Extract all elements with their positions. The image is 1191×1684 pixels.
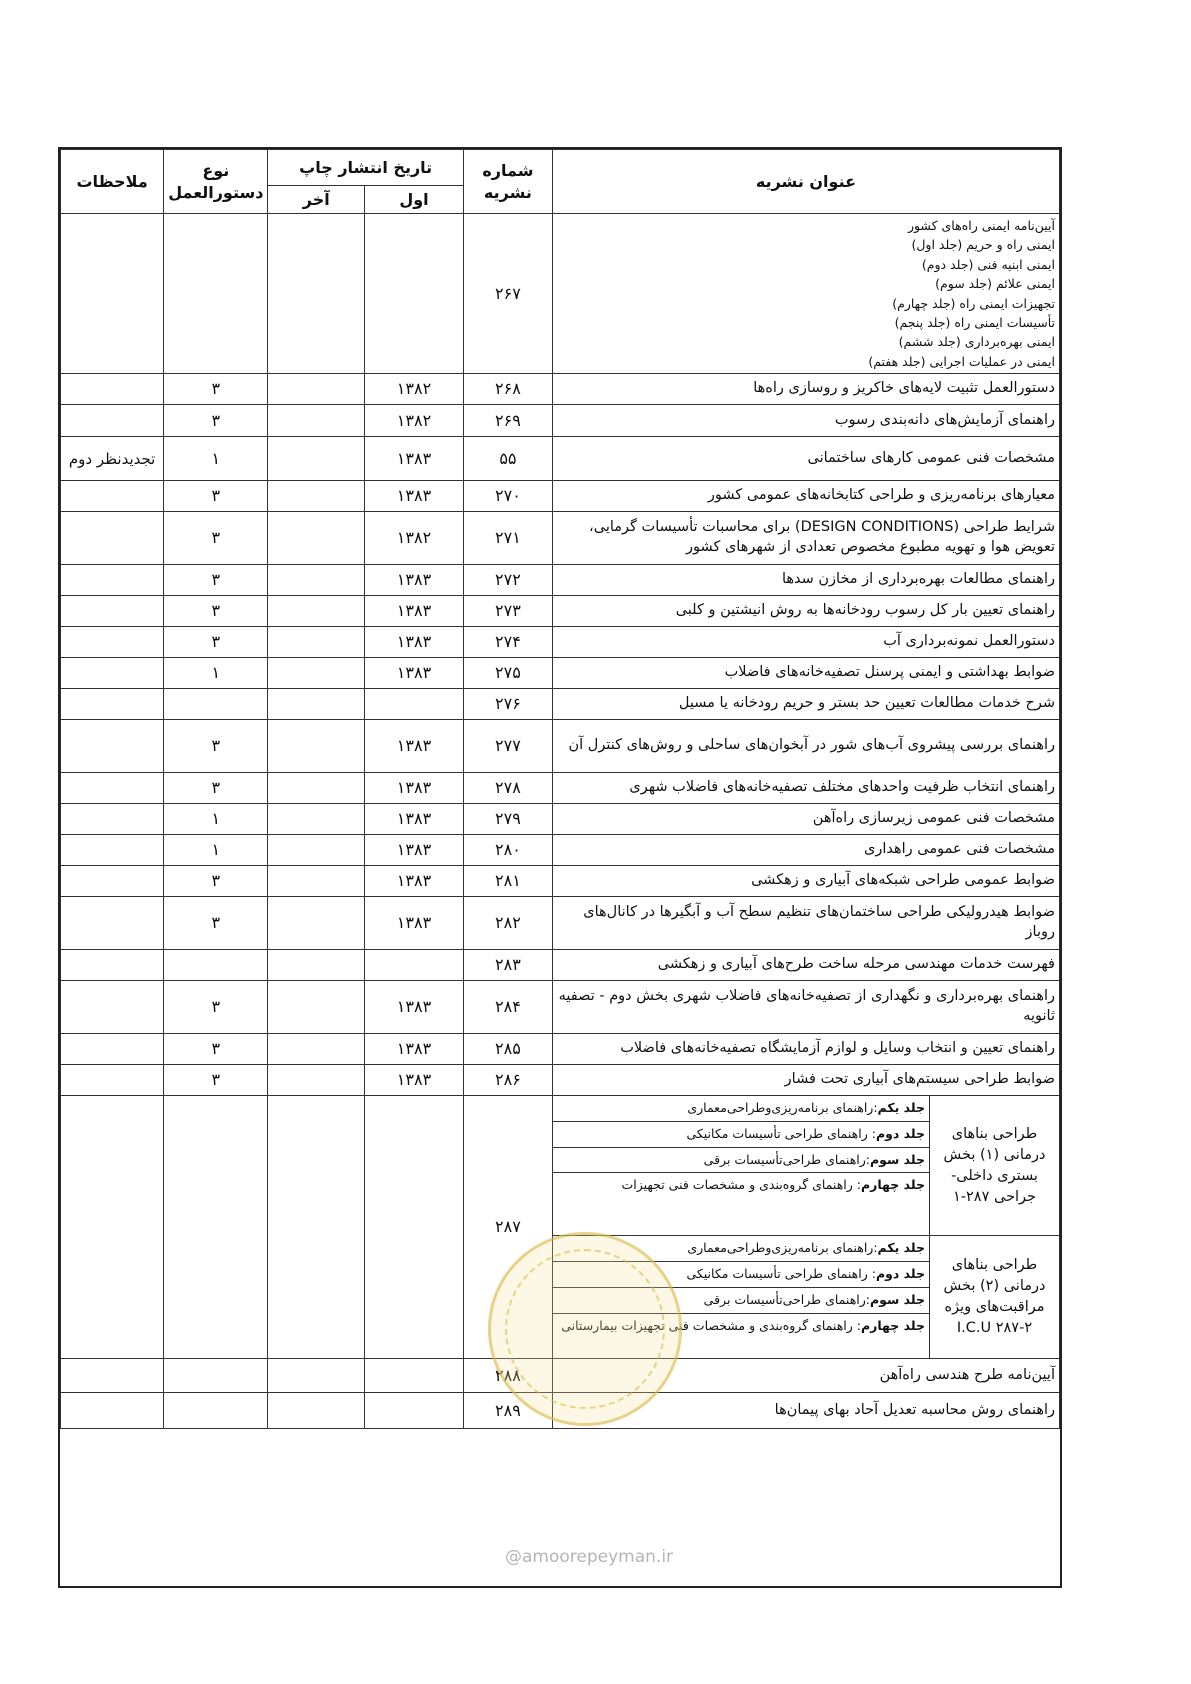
number-cell: ۲۷۹ bbox=[463, 804, 552, 835]
header-date-group: تاریخ انتشار چاپ bbox=[268, 150, 463, 186]
type-cell: ۳ bbox=[164, 720, 268, 773]
table-row bbox=[61, 565, 1060, 596]
table-row bbox=[61, 773, 1060, 804]
last-date-cell bbox=[268, 866, 365, 897]
seal-logo-ring bbox=[505, 1249, 665, 1409]
last-date-cell bbox=[268, 565, 365, 596]
title-cell: راهنمای بهره‌برداری و نگهداری از تصفیه‌خانه‌های فاضلاب شهری بخش دوم - تصفیه ثانویه bbox=[552, 981, 1059, 1034]
last-date-cell bbox=[268, 658, 365, 689]
title-cell: راهنمای تعیین بار کل رسوب رودخانه‌ها به روش انیشتین و کلبی bbox=[552, 596, 1059, 627]
first-date-cell bbox=[365, 214, 464, 374]
first-date-cell: ۱۳۸۳ bbox=[365, 565, 464, 596]
type-cell bbox=[164, 689, 268, 720]
title-cell: دستورالعمل نمونه‌برداری آب bbox=[552, 627, 1059, 658]
table-row bbox=[61, 658, 1060, 689]
number-cell: ۲۷۲ bbox=[463, 565, 552, 596]
first-date-cell: ۱۳۸۳ bbox=[365, 1065, 464, 1096]
remarks-cell bbox=[61, 565, 164, 596]
title-cell: معیارهای برنامه‌ریزی و طراحی کتابخانه‌های عمومی کشور bbox=[552, 481, 1059, 512]
title-cell: دستورالعمل تثبیت لایه‌های خاکریز و روسازی راه‌ها bbox=[552, 374, 1059, 405]
number-cell: ۲۸۱ bbox=[463, 866, 552, 897]
volume-list bbox=[553, 1096, 929, 1235]
first-date-cell: ۱۳۸۳ bbox=[365, 897, 464, 950]
remarks-cell bbox=[61, 374, 164, 405]
number-cell: ۲۸۵ bbox=[463, 1034, 552, 1065]
seal-logo bbox=[488, 1232, 682, 1426]
title-cell: راهنمای روش محاسبه تعدیل آحاد بهای پیمان‌ها bbox=[552, 1393, 1059, 1429]
first-date-cell bbox=[365, 1096, 464, 1359]
number-cell: ۲۸۰ bbox=[463, 835, 552, 866]
last-date-cell bbox=[268, 897, 365, 950]
remarks-cell bbox=[61, 1359, 164, 1393]
number-cell: ۲۷۰ bbox=[463, 481, 552, 512]
first-date-cell: ۱۳۸۲ bbox=[365, 512, 464, 565]
first-date-cell: ۱۳۸۲ bbox=[365, 374, 464, 405]
number-cell: ۲۷۴ bbox=[463, 627, 552, 658]
remarks-cell bbox=[61, 658, 164, 689]
number-cell: ۲۷۶ bbox=[463, 689, 552, 720]
volume-item: جلد سوم:راهنمای طراحی‌تأسیسات برقی bbox=[553, 1288, 929, 1314]
volume-item: جلد چهارم: راهنمای گروه‌بندی و مشخصات فنی تجهیزات بیمارستانی bbox=[561, 1317, 925, 1333]
type-cell bbox=[164, 214, 268, 374]
title-cell: ضوابط هیدرولیکی طراحی ساختمان‌های تنظیم سطح آب و آبگیرها در کانال‌های روباز bbox=[552, 897, 1059, 950]
remarks-cell bbox=[61, 627, 164, 658]
title-cell: شرح خدمات مطالعات تعیین حد بستر و حریم رودخانه یا مسیل bbox=[552, 689, 1059, 720]
volume-group bbox=[553, 1096, 1059, 1236]
first-date-cell: ۱۳۸۳ bbox=[365, 981, 464, 1034]
title-cell: راهنمای آزمایش‌های دانه‌بندی رسوب bbox=[552, 405, 1059, 437]
title-cell: آیین‌نامه طرح هندسی راه‌آهن bbox=[552, 1359, 1059, 1393]
last-date-cell bbox=[268, 627, 365, 658]
remarks-cell bbox=[61, 773, 164, 804]
header-remarks: ملاحظات bbox=[61, 150, 164, 214]
list-line: آیین‌نامه ایمنی راه‌های کشور bbox=[907, 218, 1055, 233]
type-cell: ۳ bbox=[164, 512, 268, 565]
title-cell: راهنمای بررسی پیشروی آب‌های شور در آبخوان‌های ساحلی و روش‌های کنترل آن bbox=[552, 720, 1059, 773]
first-date-cell: ۱۳۸۳ bbox=[365, 481, 464, 512]
type-cell bbox=[164, 1393, 268, 1429]
table-row bbox=[61, 512, 1060, 565]
first-date-cell bbox=[365, 1359, 464, 1393]
title-cell: راهنمای تعیین و انتخاب وسایل و لوازم آزمایشگاه تصفیه‌خانه‌های فاضلاب bbox=[552, 1034, 1059, 1065]
header-title: عنوان نشریه bbox=[552, 150, 1059, 214]
last-date-cell bbox=[268, 1034, 365, 1065]
type-cell: ۳ bbox=[164, 866, 268, 897]
number-cell: ۲۸۳ bbox=[463, 950, 552, 981]
remarks-cell bbox=[61, 512, 164, 565]
list-line: تجهیزات ایمنی راه (جلد چهارم) bbox=[892, 295, 1055, 311]
type-cell: ۳ bbox=[164, 481, 268, 512]
remarks-cell bbox=[61, 405, 164, 437]
table-row bbox=[61, 835, 1060, 866]
last-date-cell bbox=[268, 1359, 365, 1393]
table-row bbox=[61, 437, 1060, 481]
last-date-cell bbox=[268, 405, 365, 437]
volume-item: جلد چهارم: راهنمای گروه‌بندی و مشخصات فنی تجهیزات bbox=[621, 1177, 925, 1193]
header-number: شماره نشریه bbox=[463, 150, 552, 214]
table-row bbox=[61, 720, 1060, 773]
number-cell: ۲۸۴ bbox=[463, 981, 552, 1034]
number-cell: ۲۷۱ bbox=[463, 512, 552, 565]
type-cell: ۳ bbox=[164, 405, 268, 437]
volume-item: جلد یکم:راهنمای برنامه‌ریزی‌وطراحی‌معماری bbox=[553, 1236, 929, 1262]
remarks-cell bbox=[61, 596, 164, 627]
table-row bbox=[61, 596, 1060, 627]
table-row bbox=[61, 1065, 1060, 1096]
last-date-cell bbox=[268, 835, 365, 866]
number-cell: ۲۶۸ bbox=[463, 374, 552, 405]
last-date-cell bbox=[268, 1096, 365, 1359]
first-date-cell: ۱۳۸۳ bbox=[365, 720, 464, 773]
table-row bbox=[61, 689, 1060, 720]
type-cell bbox=[164, 1359, 268, 1393]
number-cell: ۵۵ bbox=[463, 437, 552, 481]
title-cell: راهنمای انتخاب ظرفیت واحدهای مختلف تصفیه‌خانه‌های فاضلاب شهری bbox=[552, 773, 1059, 804]
volume-item: جلد یکم:راهنمای برنامه‌ریزی‌وطراحی‌معماری bbox=[553, 1096, 929, 1122]
first-date-cell: ۱۳۸۳ bbox=[365, 437, 464, 481]
last-date-cell bbox=[268, 1065, 365, 1096]
number-cell: ۲۶۷ bbox=[463, 214, 552, 374]
type-cell: ۳ bbox=[164, 773, 268, 804]
last-date-cell bbox=[268, 1393, 365, 1429]
last-date-cell bbox=[268, 981, 365, 1034]
remarks-cell bbox=[61, 835, 164, 866]
title-cell: مشخصات فنی عمومی کارهای ساختمانی bbox=[552, 437, 1059, 481]
first-date-cell: ۱۳۸۳ bbox=[365, 596, 464, 627]
type-cell: ۳ bbox=[164, 1065, 268, 1096]
volume-group-side: طراحی بناهای درمانی (۱) بخش بستری داخلی- جراحی ۲۸۷-۱ bbox=[929, 1096, 1059, 1235]
type-cell: ۳ bbox=[164, 1034, 268, 1065]
last-date-cell bbox=[268, 512, 365, 565]
remarks-cell bbox=[61, 897, 164, 950]
first-date-cell: ۱۳۸۳ bbox=[365, 773, 464, 804]
remarks-cell bbox=[61, 1065, 164, 1096]
remarks-cell: تجدیدنظر دوم bbox=[61, 437, 164, 481]
last-date-cell bbox=[268, 720, 365, 773]
number-cell: ۲۷۷ bbox=[463, 720, 552, 773]
number-cell: ۲۷۸ bbox=[463, 773, 552, 804]
list-line: ایمنی در عملیات اجرایی (جلد هفتم) bbox=[868, 353, 1055, 369]
number-cell: ۲۸۶ bbox=[463, 1065, 552, 1096]
remarks-cell bbox=[61, 689, 164, 720]
table-row bbox=[61, 804, 1060, 835]
remarks-cell bbox=[61, 1096, 164, 1359]
first-date-cell: ۱۳۸۳ bbox=[365, 627, 464, 658]
table-row bbox=[61, 374, 1060, 405]
remarks-cell bbox=[61, 866, 164, 897]
table-row bbox=[61, 897, 1060, 950]
title-cell: مشخصات فنی عمومی زیرسازی راه‌آهن bbox=[552, 804, 1059, 835]
title-cell: ضوابط بهداشتی و ایمنی پرسنل تصفیه‌خانه‌های فاضلاب bbox=[552, 658, 1059, 689]
last-date-cell bbox=[268, 773, 365, 804]
type-cell: ۳ bbox=[164, 596, 268, 627]
first-date-cell bbox=[365, 950, 464, 981]
volume-item: جلد سوم:راهنمای طراحی‌تأسیسات برقی bbox=[553, 1148, 929, 1174]
remarks-cell bbox=[61, 981, 164, 1034]
table-row bbox=[61, 950, 1060, 981]
type-cell: ۳ bbox=[164, 565, 268, 596]
number-cell: ۲۷۵ bbox=[463, 658, 552, 689]
last-date-cell bbox=[268, 596, 365, 627]
number-cell: ۲۸۷ bbox=[463, 1096, 552, 1359]
list-line: ایمنی بهره‌برداری (جلد ششم) bbox=[898, 334, 1055, 350]
watermark-text: @amoorepeyman.ir bbox=[505, 1547, 674, 1567]
remarks-cell bbox=[61, 214, 164, 374]
list-line: تأسیسات ایمنی راه (جلد پنجم) bbox=[894, 314, 1055, 330]
table-row bbox=[61, 866, 1060, 897]
header-first: اول bbox=[365, 186, 464, 214]
list-line: ایمنی ابنیه فنی (جلد دوم) bbox=[921, 256, 1055, 272]
last-date-cell bbox=[268, 950, 365, 981]
volume-item: جلد دوم: راهنمای طراحی تأسیسات مکانیکی bbox=[553, 1122, 929, 1148]
type-cell bbox=[164, 1096, 268, 1359]
number-cell: ۲۷۳ bbox=[463, 596, 552, 627]
last-date-cell bbox=[268, 214, 365, 374]
last-date-cell bbox=[268, 481, 365, 512]
title-cell: شرایط طراحی (DESIGN CONDITIONS) برای محاسبات تأسیسات گرمایی، تعویض هوا و تهویه مطبوع مخصوص تعدادی از شهرهای کشور bbox=[552, 512, 1059, 565]
title-cell: ضوابط عمومی طراحی شبکه‌های آبیاری و زهکشی bbox=[552, 866, 1059, 897]
type-cell bbox=[164, 950, 268, 981]
title-cell: مشخصات فنی عمومی راهداری bbox=[552, 835, 1059, 866]
first-date-cell bbox=[365, 1393, 464, 1429]
type-cell: ۳ bbox=[164, 897, 268, 950]
last-date-cell bbox=[268, 374, 365, 405]
first-date-cell bbox=[365, 689, 464, 720]
volume-group-side: طراحی بناهای درمانی (۲) بخش مراقبت‌های ویژه I.C.U ۲۸۷-۲ bbox=[929, 1236, 1059, 1358]
first-date-cell: ۱۳۸۳ bbox=[365, 658, 464, 689]
remarks-cell bbox=[61, 1034, 164, 1065]
number-cell: ۲۸۹ bbox=[463, 1393, 552, 1429]
first-date-cell: ۱۳۸۳ bbox=[365, 866, 464, 897]
first-date-cell: ۱۳۸۳ bbox=[365, 835, 464, 866]
table-row bbox=[61, 214, 1060, 374]
type-cell: ۳ bbox=[164, 981, 268, 1034]
table-row bbox=[61, 981, 1060, 1034]
remarks-cell bbox=[61, 481, 164, 512]
list-line: ایمنی علائم (جلد سوم) bbox=[935, 276, 1055, 292]
type-cell: ۱ bbox=[164, 835, 268, 866]
remarks-cell bbox=[61, 950, 164, 981]
header-last: آخر bbox=[268, 186, 365, 214]
title-cell: ضوابط طراحی سیستم‌های آبیاری تحت فشار bbox=[552, 1065, 1059, 1096]
number-cell: ۲۸۲ bbox=[463, 897, 552, 950]
type-cell: ۳ bbox=[164, 627, 268, 658]
volume-item: جلد دوم: راهنمای طراحی تأسیسات مکانیکی bbox=[553, 1262, 929, 1288]
first-date-cell: ۱۳۸۳ bbox=[365, 804, 464, 835]
title-cell bbox=[552, 214, 1059, 374]
type-cell: ۳ bbox=[164, 374, 268, 405]
type-cell: ۱ bbox=[164, 437, 268, 481]
last-date-cell bbox=[268, 689, 365, 720]
last-date-cell bbox=[268, 804, 365, 835]
header-type: نوع دستورالعمل bbox=[164, 150, 268, 214]
last-date-cell bbox=[268, 437, 365, 481]
table-row bbox=[61, 481, 1060, 512]
remarks-cell bbox=[61, 1393, 164, 1429]
first-date-cell: ۱۳۸۳ bbox=[365, 1034, 464, 1065]
number-cell: ۲۶۹ bbox=[463, 405, 552, 437]
first-date-cell: ۱۳۸۲ bbox=[365, 405, 464, 437]
number-cell: ۲۸۸ bbox=[463, 1359, 552, 1393]
remarks-cell bbox=[61, 720, 164, 773]
remarks-cell bbox=[61, 804, 164, 835]
title-cell: فهرست خدمات مهندسی مرحله ساخت طرح‌های آبیاری و زهکشی bbox=[552, 950, 1059, 981]
list-line: ایمنی راه و حریم (جلد اول) bbox=[911, 237, 1055, 253]
table-row bbox=[61, 627, 1060, 658]
type-cell: ۱ bbox=[164, 658, 268, 689]
title-cell: راهنمای مطالعات بهره‌برداری از مخازن سدها bbox=[552, 565, 1059, 596]
table-row bbox=[61, 405, 1060, 437]
type-cell: ۱ bbox=[164, 804, 268, 835]
table-row bbox=[61, 1034, 1060, 1065]
